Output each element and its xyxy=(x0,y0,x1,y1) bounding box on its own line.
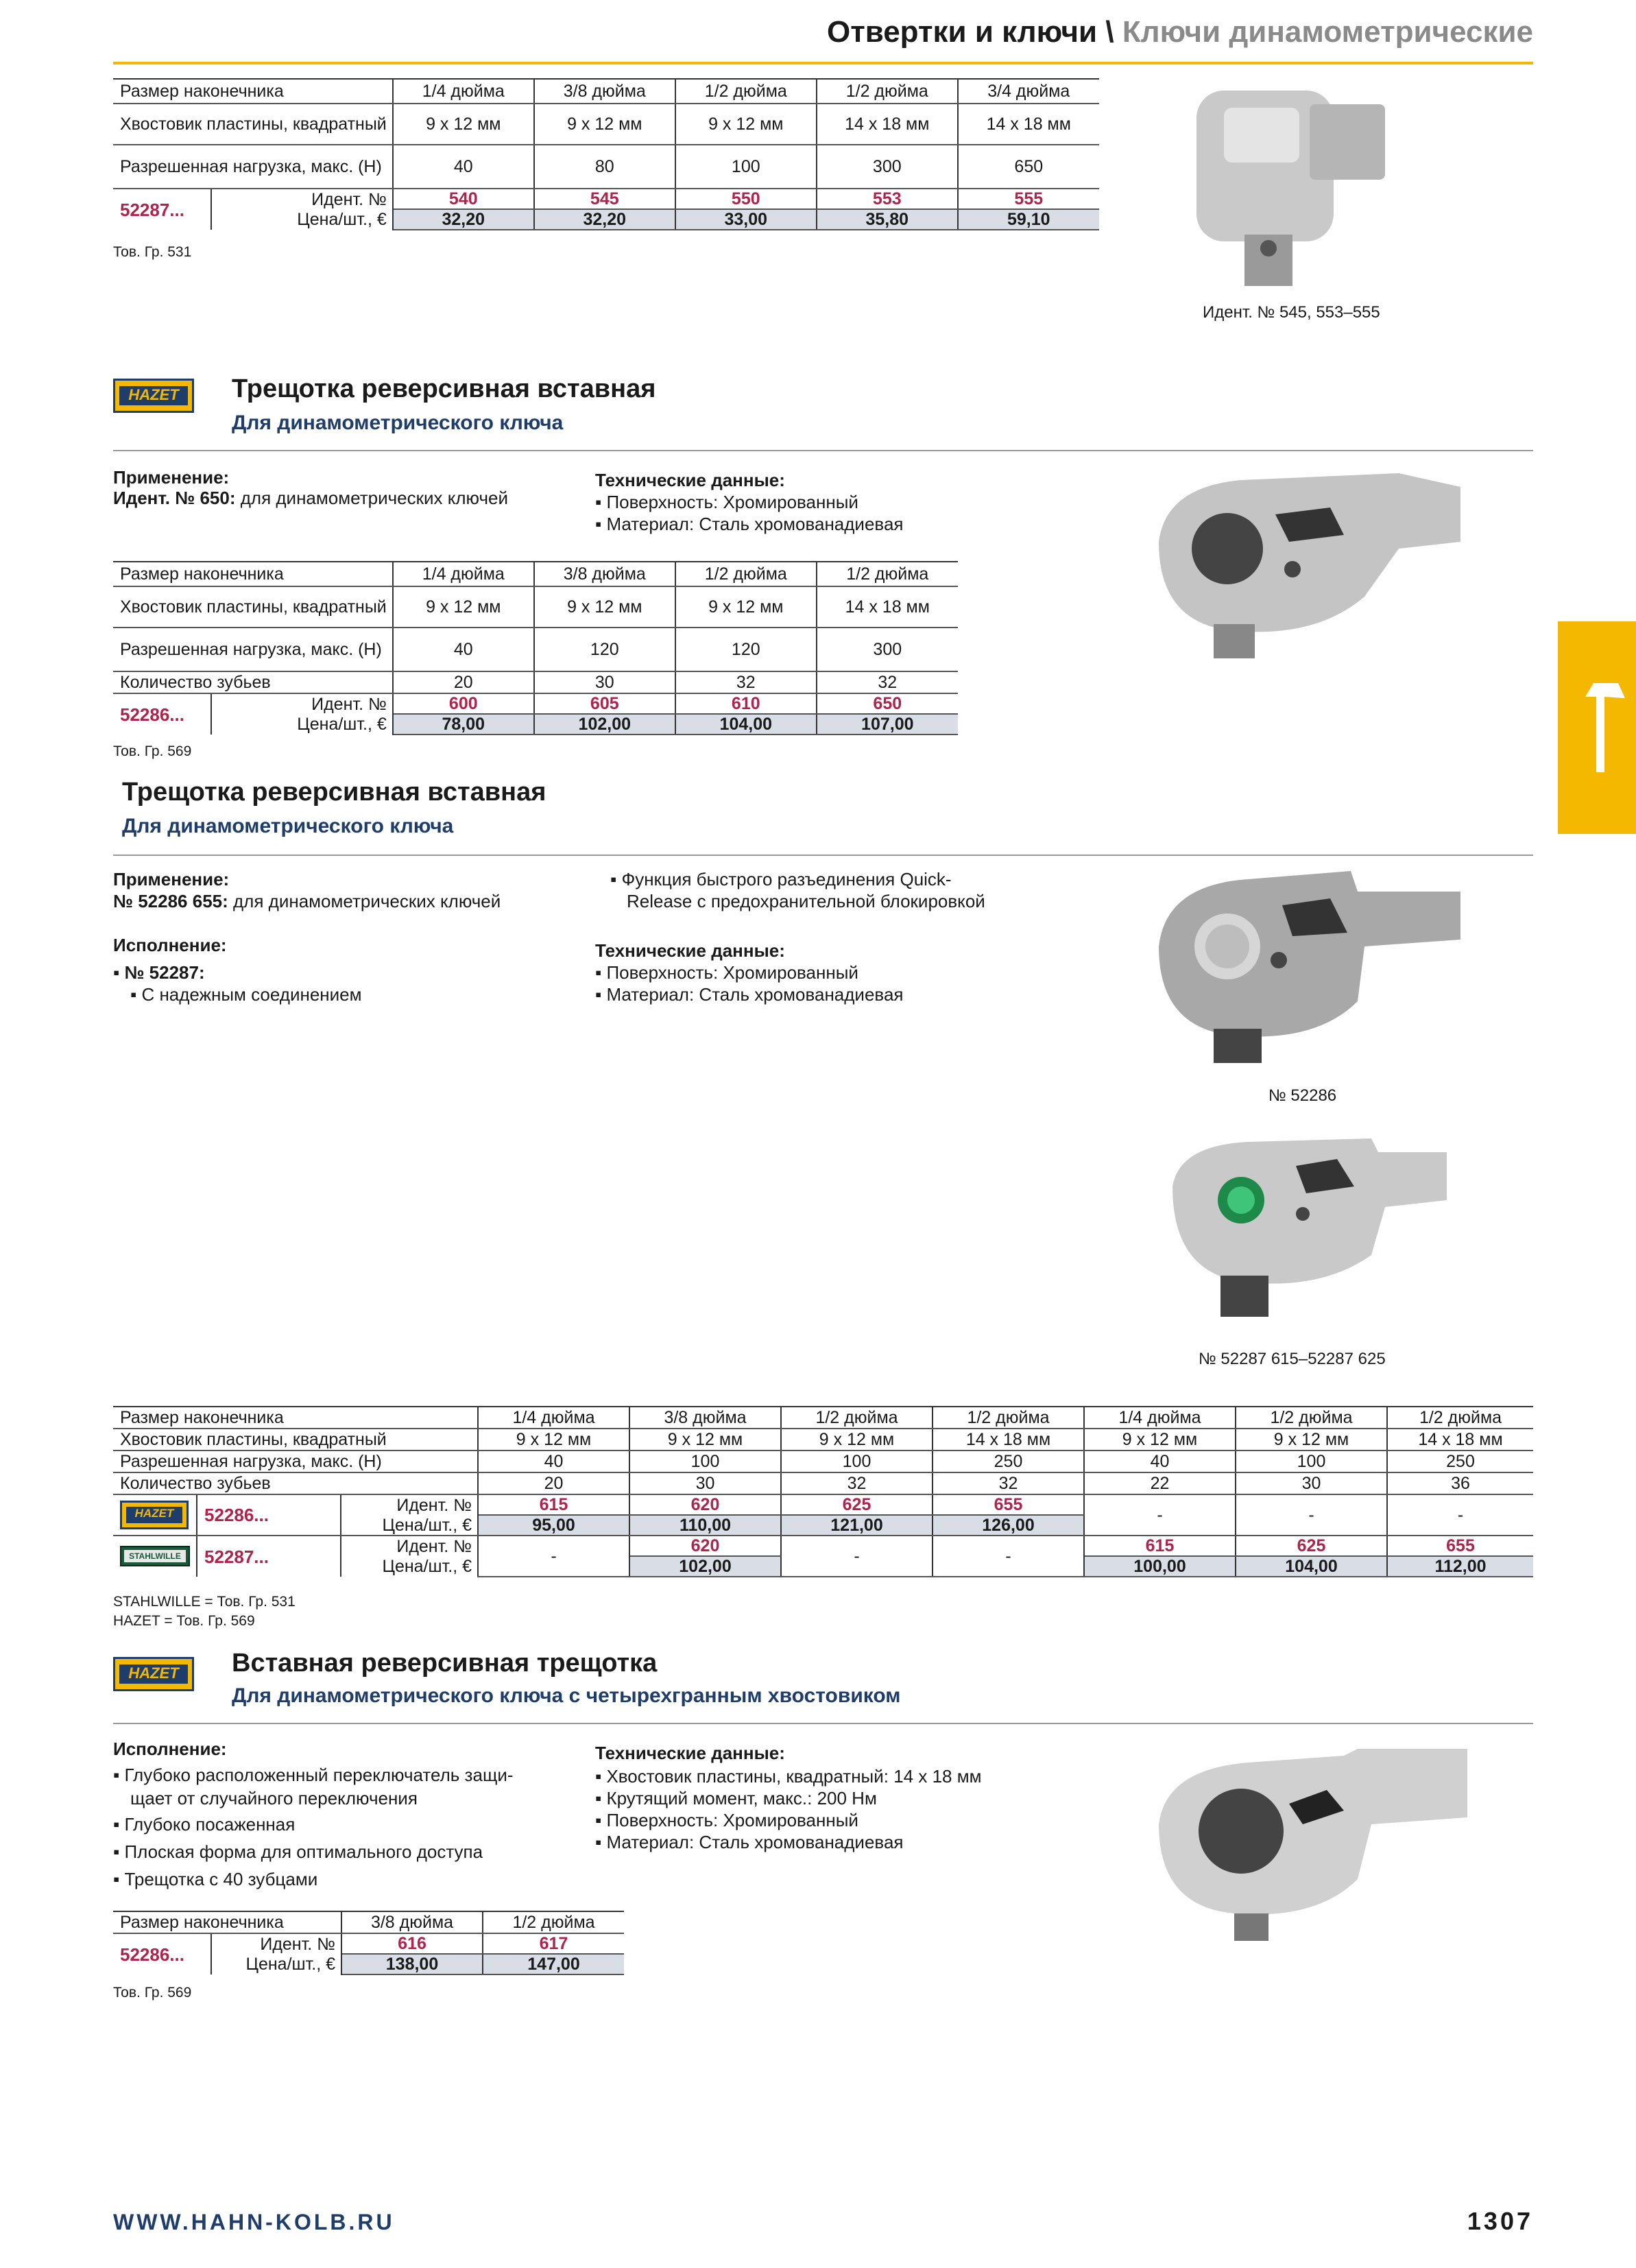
table-header: 3/8 дюйма xyxy=(341,1911,483,1933)
row-label: Хвостовик пластины, квадратный xyxy=(113,1429,478,1451)
ident-number[interactable]: 620 xyxy=(629,1494,781,1515)
table-cell: 300 xyxy=(817,145,958,189)
price-label: Цена/шт., € xyxy=(211,1954,341,1974)
table-2 xyxy=(113,561,958,735)
application-heading: Применение: xyxy=(113,467,230,488)
footer-url[interactable]: WWW.HAHN-KOLB.RU xyxy=(113,2210,395,2234)
section-subtitle: Для динамометрического ключа с четырехгранным хвостовиком xyxy=(232,1684,901,1707)
ident-number[interactable]: 545 xyxy=(534,189,675,209)
ident-number[interactable]: 616 xyxy=(341,1933,483,1954)
table-cell: 20 xyxy=(393,671,534,693)
table-1 xyxy=(113,78,1099,230)
price: 95,00 xyxy=(478,1515,629,1536)
header-separator: \ xyxy=(1105,15,1114,49)
tech-heading: Технические данные: xyxy=(595,1743,785,1763)
ident-number[interactable]: 610 xyxy=(675,693,817,714)
table-cell: 650 xyxy=(958,145,1099,189)
product-group: Тов. Гр. 569 xyxy=(113,1985,192,2001)
product-image-ratchet-52286 xyxy=(1138,864,1481,1070)
table-header: 3/8 дюйма xyxy=(629,1407,781,1429)
product-image-ratchet xyxy=(1138,459,1481,672)
table-header: 1/2 дюйма xyxy=(1387,1407,1533,1429)
execution-subitem: ▪ С надежным соединением xyxy=(130,984,362,1005)
section-title: Вставная реверсивная трещотка xyxy=(232,1649,658,1678)
id-label: Идент. № xyxy=(211,693,393,714)
price: 138,00 xyxy=(341,1954,483,1974)
table-cell: 32 xyxy=(817,671,958,693)
header-rule xyxy=(113,62,1533,64)
execution-item-cont: щает от случайного переключения xyxy=(130,1788,418,1809)
table-header: 1/2 дюйма xyxy=(1236,1407,1387,1429)
product-image-ratchet-52287 xyxy=(1166,1132,1454,1337)
ident-number[interactable]: 625 xyxy=(1236,1536,1387,1556)
execution-item: ▪ Трещотка с 40 зубцами xyxy=(113,1869,318,1889)
hammer-icon xyxy=(1558,621,1636,834)
price: 126,00 xyxy=(933,1515,1084,1536)
logo-text: HAZET xyxy=(126,1507,182,1523)
logo-text: HAZET xyxy=(119,1664,188,1684)
ident-number[interactable]: 540 xyxy=(393,189,534,209)
table-cell: 80 xyxy=(534,145,675,189)
stahlwille-logo-cell xyxy=(113,1536,197,1577)
hazet-logo xyxy=(120,1501,189,1529)
price: 59,10 xyxy=(958,209,1099,230)
row-label: Количество зубьев xyxy=(113,671,393,693)
hazet-logo xyxy=(113,379,194,413)
section-title: Трещотка реверсивная вставная xyxy=(232,374,656,403)
ident-number[interactable]: 625 xyxy=(781,1494,933,1515)
table-header: 1/2 дюйма xyxy=(933,1407,1084,1429)
price-label: Цена/шт., € xyxy=(211,209,393,230)
table-header: 1/2 дюйма xyxy=(483,1911,624,1933)
table-cell: 36 xyxy=(1387,1472,1533,1494)
id-label: Идент. № xyxy=(341,1494,478,1515)
table-cell: 30 xyxy=(534,671,675,693)
article-number[interactable]: 52286... xyxy=(113,693,211,735)
table-cell: 9 x 12 мм xyxy=(393,586,534,628)
table-cell: 32 xyxy=(781,1472,933,1494)
product-image-insert-head xyxy=(1186,77,1385,286)
tech-item: ▪ Материал: Сталь хромованадиевая xyxy=(595,984,904,1005)
section-subtitle: Для динамометрического ключа xyxy=(122,815,454,837)
price: 32,20 xyxy=(534,209,675,230)
table-cell: 32 xyxy=(933,1472,1084,1494)
table-header: Размер наконечника xyxy=(113,562,393,586)
article-number[interactable]: 52286... xyxy=(113,1933,211,1974)
execution-heading: Исполнение: xyxy=(113,1739,227,1759)
header-subtitle: Ключи динамометрические xyxy=(1122,15,1533,49)
table-cell: 100 xyxy=(1236,1451,1387,1472)
section-tab[interactable] xyxy=(1558,621,1636,834)
table-cell: - xyxy=(933,1536,1084,1577)
table-cell: 32 xyxy=(675,671,817,693)
ident-number[interactable]: 553 xyxy=(817,189,958,209)
product-group: Тов. Гр. 569 xyxy=(113,743,192,759)
table-cell: 100 xyxy=(781,1451,933,1472)
logo-text: STAHLWILLE xyxy=(124,1550,186,1562)
id-label: Идент. № xyxy=(211,189,393,209)
price: 33,00 xyxy=(675,209,817,230)
row-label: Хвостовик пластины, квадратный xyxy=(113,586,393,628)
ident-number[interactable]: 650 xyxy=(817,693,958,714)
table-cell: 9 x 12 мм xyxy=(534,104,675,145)
product-group: Тов. Гр. 531 xyxy=(113,244,192,260)
price: 104,00 xyxy=(1236,1556,1387,1577)
table-cell: 14 x 18 мм xyxy=(1387,1429,1533,1451)
section-rule xyxy=(113,1723,1533,1724)
table-header: 1/4 дюйма xyxy=(478,1407,629,1429)
table-cell: - xyxy=(478,1536,629,1577)
execution-item: ▪ Плоская форма для оптимального доступа xyxy=(113,1841,483,1862)
table-cell: 9 x 12 мм xyxy=(1084,1429,1236,1451)
table-header: 3/8 дюйма xyxy=(534,562,675,586)
table-header: Размер наконечника xyxy=(113,1911,341,1933)
execution-item: ▪ Глубоко посаженная xyxy=(113,1814,296,1835)
table-cell: 9 x 12 мм xyxy=(393,104,534,145)
table-cell: 40 xyxy=(478,1451,629,1472)
table-cell: - xyxy=(1387,1494,1533,1536)
price: 78,00 xyxy=(393,714,534,735)
table-header: 3/8 дюйма xyxy=(534,79,675,104)
price: 121,00 xyxy=(781,1515,933,1536)
table-header: 1/2 дюйма xyxy=(817,562,958,586)
feature-item-cont: Release с предохранительной блокировкой xyxy=(627,891,985,911)
section-rule xyxy=(113,855,1533,856)
tech-item: ▪ Поверхность: Хромированный xyxy=(595,962,858,983)
row-label: Разрешенная нагрузка, макс. (Н) xyxy=(113,628,393,671)
table-header: 1/2 дюйма xyxy=(817,79,958,104)
execution-item: ▪ Глубоко расположенный переключатель защи- xyxy=(113,1765,514,1785)
table-cell: 14 x 18 мм xyxy=(817,586,958,628)
table-header: 1/4 дюйма xyxy=(393,79,534,104)
table-cell: 250 xyxy=(933,1451,1084,1472)
table-cell: 14 x 18 мм xyxy=(958,104,1099,145)
price: 147,00 xyxy=(483,1954,624,1974)
tech-item: ▪ Поверхность: Хромированный xyxy=(595,1810,858,1830)
table-header: Размер наконечника xyxy=(113,1407,478,1429)
row-label: Разрешенная нагрузка, макс. (Н) xyxy=(113,145,393,189)
table-header: 1/4 дюйма xyxy=(393,562,534,586)
image-caption: № 52286 xyxy=(1268,1086,1337,1105)
row-label: Количество зубьев xyxy=(113,1472,478,1494)
ident-number[interactable]: 655 xyxy=(1387,1536,1533,1556)
table-cell: 9 x 12 мм xyxy=(675,586,817,628)
image-caption: Идент. № 545, 553–555 xyxy=(1203,303,1380,322)
price-label: Цена/шт., € xyxy=(341,1556,478,1577)
table-cell: - xyxy=(781,1536,933,1577)
table-3 xyxy=(113,1406,1533,1577)
table-cell: 100 xyxy=(629,1451,781,1472)
row-label: Хвостовик пластины, квадратный xyxy=(113,104,393,145)
id-label: Идент. № xyxy=(211,1933,341,1954)
execution-heading: Исполнение: xyxy=(113,935,227,955)
ident-number[interactable]: 617 xyxy=(483,1933,624,1954)
table-header: 3/4 дюйма xyxy=(958,79,1099,104)
table-header: 1/2 дюйма xyxy=(675,79,817,104)
image-caption: № 52287 615–52287 625 xyxy=(1199,1350,1386,1368)
ident-number[interactable]: 550 xyxy=(675,189,817,209)
table-cell: 300 xyxy=(817,628,958,671)
note-stahlwille: STAHLWILLE = Тов. Гр. 531 xyxy=(113,1594,296,1610)
tech-item: ▪ Поверхность: Хромированный xyxy=(595,492,858,512)
table-cell: 30 xyxy=(1236,1472,1387,1494)
table-cell: 14 x 18 мм xyxy=(933,1429,1084,1451)
table-cell: 40 xyxy=(1084,1451,1236,1472)
table-header: 1/4 дюйма xyxy=(1084,1407,1236,1429)
ident-number[interactable]: 555 xyxy=(958,189,1099,209)
section-subtitle: Для динамометрического ключа xyxy=(232,411,564,434)
stahlwille-logo xyxy=(120,1546,190,1566)
price: 35,80 xyxy=(817,209,958,230)
table-cell: 9 x 12 мм xyxy=(478,1429,629,1451)
tech-item: ▪ Материал: Сталь хромованадиевая xyxy=(595,514,904,534)
application-text: № 52286 655: для динамометрических ключей xyxy=(113,891,501,911)
table-cell: 9 x 12 мм xyxy=(629,1429,781,1451)
table-cell: 120 xyxy=(675,628,817,671)
table-cell: 9 x 12 мм xyxy=(675,104,817,145)
tech-item: ▪ Материал: Сталь хромованадиевая xyxy=(595,1832,904,1852)
ident-number[interactable]: 655 xyxy=(933,1494,1084,1515)
row-label: Разрешенная нагрузка, макс. (Н) xyxy=(113,1451,478,1472)
price-label: Цена/шт., € xyxy=(211,714,393,735)
table-cell: 9 x 12 мм xyxy=(1236,1429,1387,1451)
table-cell: 20 xyxy=(478,1472,629,1494)
price: 104,00 xyxy=(675,714,817,735)
tech-item: ▪ Крутящий момент, макс.: 200 Нм xyxy=(595,1788,877,1809)
application-heading: Применение: xyxy=(113,869,230,890)
ident-number[interactable]: 605 xyxy=(534,693,675,714)
section-rule xyxy=(113,450,1533,451)
article-number[interactable]: 52286... xyxy=(197,1494,341,1536)
tech-heading: Технические данные: xyxy=(595,470,785,490)
article-number[interactable]: 52287... xyxy=(197,1536,341,1577)
table-cell: - xyxy=(1084,1494,1236,1536)
table-cell: - xyxy=(1236,1494,1387,1536)
table-cell: 9 x 12 мм xyxy=(534,586,675,628)
note-hazet: HAZET = Тов. Гр. 569 xyxy=(113,1613,255,1629)
feature-item: ▪ Функция быстрого разъединения Quick- xyxy=(610,869,952,890)
execution-item: ▪ № 52287: xyxy=(113,962,205,983)
price: 102,00 xyxy=(629,1556,781,1577)
hazet-logo-cell xyxy=(113,1494,197,1536)
logo-text: HAZET xyxy=(119,386,188,405)
table-cell: 40 xyxy=(393,628,534,671)
price: 32,20 xyxy=(393,209,534,230)
section-title: Трещотка реверсивная вставная xyxy=(122,778,546,807)
page-header xyxy=(827,15,1533,49)
table-cell: 30 xyxy=(629,1472,781,1494)
table-cell: 9 x 12 мм xyxy=(781,1429,933,1451)
price: 100,00 xyxy=(1084,1556,1236,1577)
ident-number[interactable]: 600 xyxy=(393,693,534,714)
page-number: 1307 xyxy=(1467,2207,1533,2235)
tech-item: ▪ Хвостовик пластины, квадратный: 14 x 18 мм xyxy=(595,1766,982,1787)
header-title: Отвертки и ключи xyxy=(826,15,1098,49)
ident-number[interactable]: 620 xyxy=(629,1536,781,1556)
table-cell: 40 xyxy=(393,145,534,189)
table-cell: 22 xyxy=(1084,1472,1236,1494)
table-header: 1/2 дюйма xyxy=(781,1407,933,1429)
hazet-logo xyxy=(113,1657,194,1691)
ident-number[interactable]: 615 xyxy=(478,1494,629,1515)
product-image-ratchet-square xyxy=(1138,1742,1481,1948)
price: 112,00 xyxy=(1387,1556,1533,1577)
table-cell: 120 xyxy=(534,628,675,671)
table-cell: 14 x 18 мм xyxy=(817,104,958,145)
table-header: Размер наконечника xyxy=(113,79,393,104)
price: 107,00 xyxy=(817,714,958,735)
article-number[interactable]: 52287... xyxy=(113,189,211,230)
price: 110,00 xyxy=(629,1515,781,1536)
ident-number[interactable]: 615 xyxy=(1084,1536,1236,1556)
table-cell: 250 xyxy=(1387,1451,1533,1472)
price-label: Цена/шт., € xyxy=(341,1515,478,1536)
table-header: 1/2 дюйма xyxy=(675,562,817,586)
application-text: Идент. № 650: для динамометрических ключей xyxy=(113,488,509,508)
tech-heading: Технические данные: xyxy=(595,940,785,961)
table-cell: 100 xyxy=(675,145,817,189)
price: 102,00 xyxy=(534,714,675,735)
table-4 xyxy=(113,1911,624,1975)
id-label: Идент. № xyxy=(341,1536,478,1556)
